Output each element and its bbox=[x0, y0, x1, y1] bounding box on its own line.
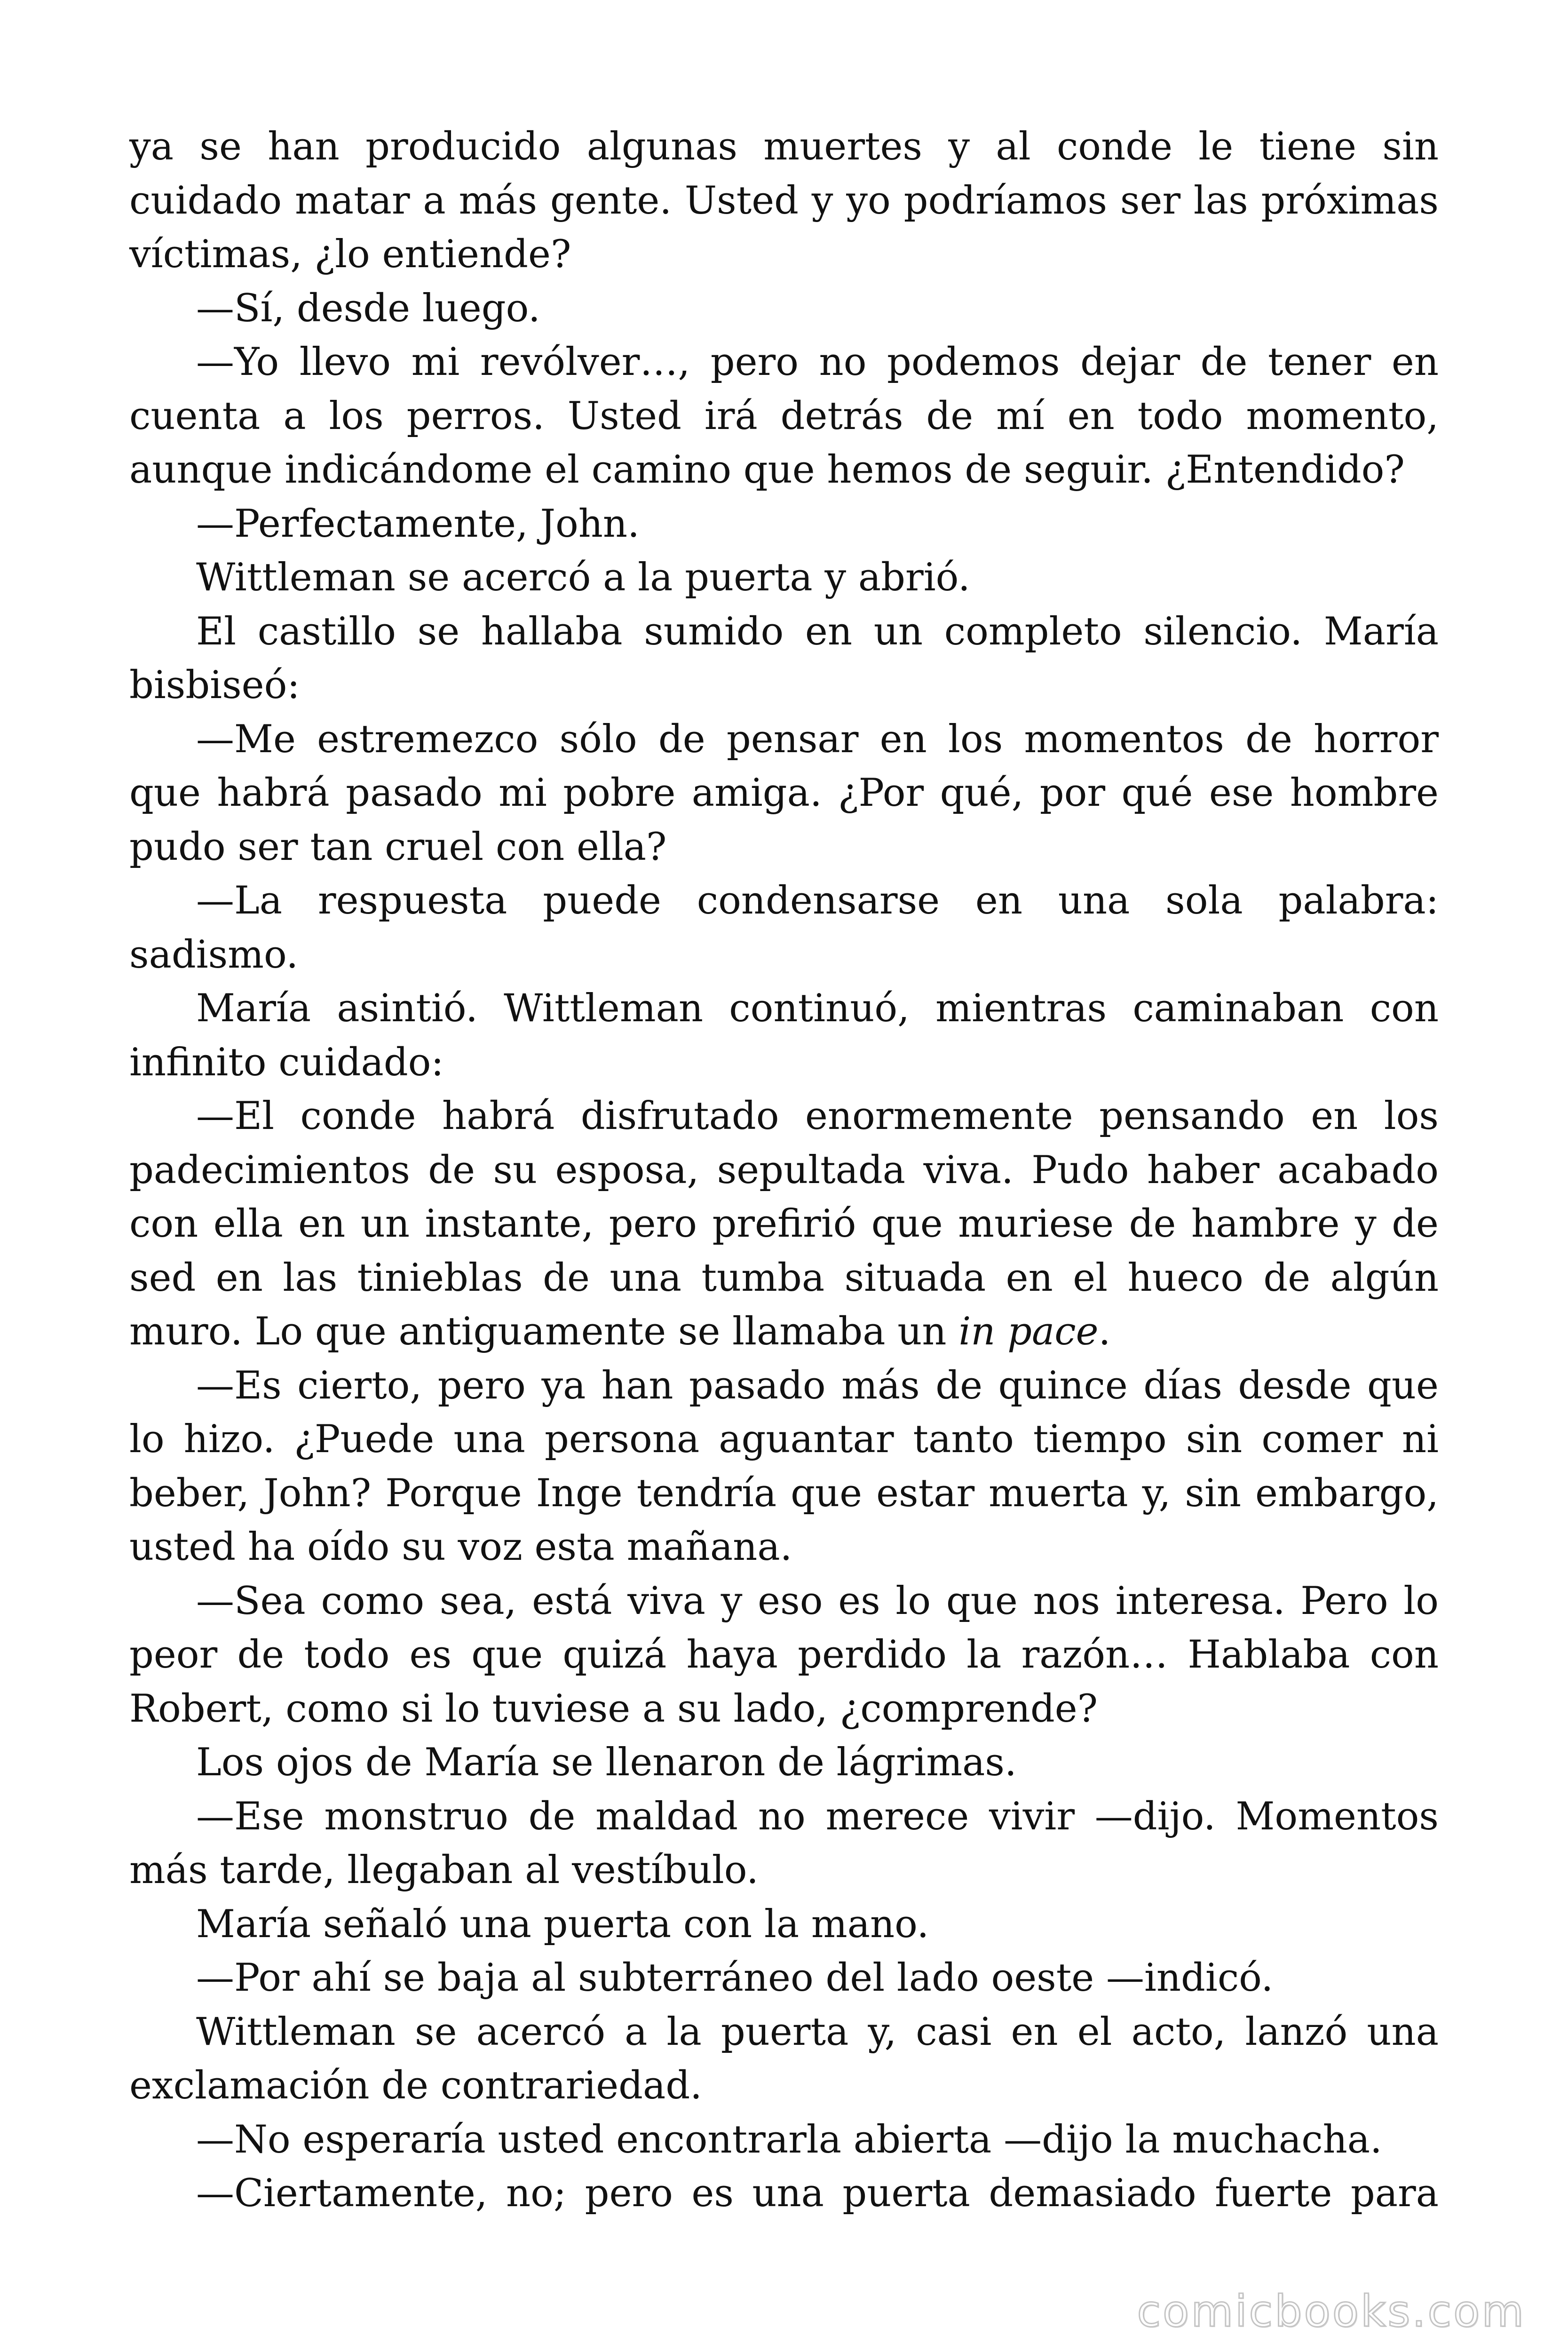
paragraph: El castillo se hallaba sumido en un completo silencio. María bisbiseó: bbox=[129, 609, 1439, 707]
paragraph: —Por ahí se baja al subterráneo del lado oeste —indicó. bbox=[196, 1956, 1274, 2000]
paragraph: —Yo llevo mi revólver…, pero no podemos dejar de tener en cuenta a los perros. Usted irá detrás de mí en todo momento, aunque indicándome el camino que hemos de seguir. ¿Entendido? bbox=[129, 340, 1439, 492]
paragraph: —Sea como sea, está viva y eso es lo que nos interesa. Pero lo peor de todo es que quizá haya perdido la razón… Hablaba con Robert, como si lo tuviese a su lado, ¿comprende? bbox=[129, 1579, 1439, 1731]
paragraph: María asintió. Wittleman continuó, mientras caminaban con infinito cuidado: bbox=[129, 986, 1439, 1085]
paragraph: ya se han producido algunas muertes y al conde le tiene sin cuidado matar a más gente. Usted y yo podríamos ser las próximas víctimas, ¿lo entiende? bbox=[129, 125, 1439, 277]
paragraph: María señaló una puerta con la mano. bbox=[196, 1902, 929, 1947]
paragraph: Los ojos de María se llenaron de lágrimas. bbox=[196, 1740, 1017, 1785]
paragraph: Wittleman se acercó a la puerta y, casi en el acto, lanzó una exclamación de contrariedad. bbox=[129, 2010, 1439, 2108]
italic-phrase: in pace bbox=[958, 1310, 1099, 1354]
paragraph: —Es cierto, pero ya han pasado más de quince días desde que lo hizo. ¿Puede una persona aguantar tanto tiempo sin comer ni beber, John? Porque Inge tendría que estar muerta y, sin embargo, usted ha oído su voz esta mañana. bbox=[129, 1363, 1439, 1569]
paragraph-text: . bbox=[1098, 1310, 1111, 1354]
paragraph-with-italic bbox=[129, 1089, 1439, 1359]
paragraph: —La respuesta puede condensarse en una sola palabra: sadismo. bbox=[129, 879, 1439, 977]
paragraph: —Perfectamente, John. bbox=[196, 501, 640, 546]
watermark: comicbooks.com bbox=[1137, 2286, 1526, 2336]
book-page-text bbox=[129, 120, 1439, 2221]
paragraph: —No esperaría usted encontrarla abierta —dijo la muchacha. bbox=[196, 2117, 1382, 2162]
paragraph-text: —El conde habrá disfrutado enormemente pensando en los padecimientos de su esposa, sepultada viva. Pudo haber acabado con ella en un instante, pero prefirió que muriese de hambre y de sed en las tinieblas de una tumba situada en el hueco de algún muro. Lo que antiguamente se llamaba un bbox=[129, 1094, 1439, 1354]
paragraph: —Sí, desde luego. bbox=[196, 286, 540, 331]
paragraph: —Ciertamente, no; pero es una puerta demasiado fuerte para bbox=[196, 2171, 1439, 2216]
paragraph: —Me estremezco sólo de pensar en los momentos de horror que habrá pasado mi pobre amiga. ¿Por qué, por qué ese hombre pudo ser tan cruel con ella? bbox=[129, 717, 1439, 869]
paragraph: Wittleman se acercó a la puerta y abrió. bbox=[196, 556, 970, 600]
paragraph: —Ese monstruo de maldad no merece vivir —dijo. Momentos más tarde, llegaban al vestíbulo. bbox=[129, 1794, 1439, 1892]
